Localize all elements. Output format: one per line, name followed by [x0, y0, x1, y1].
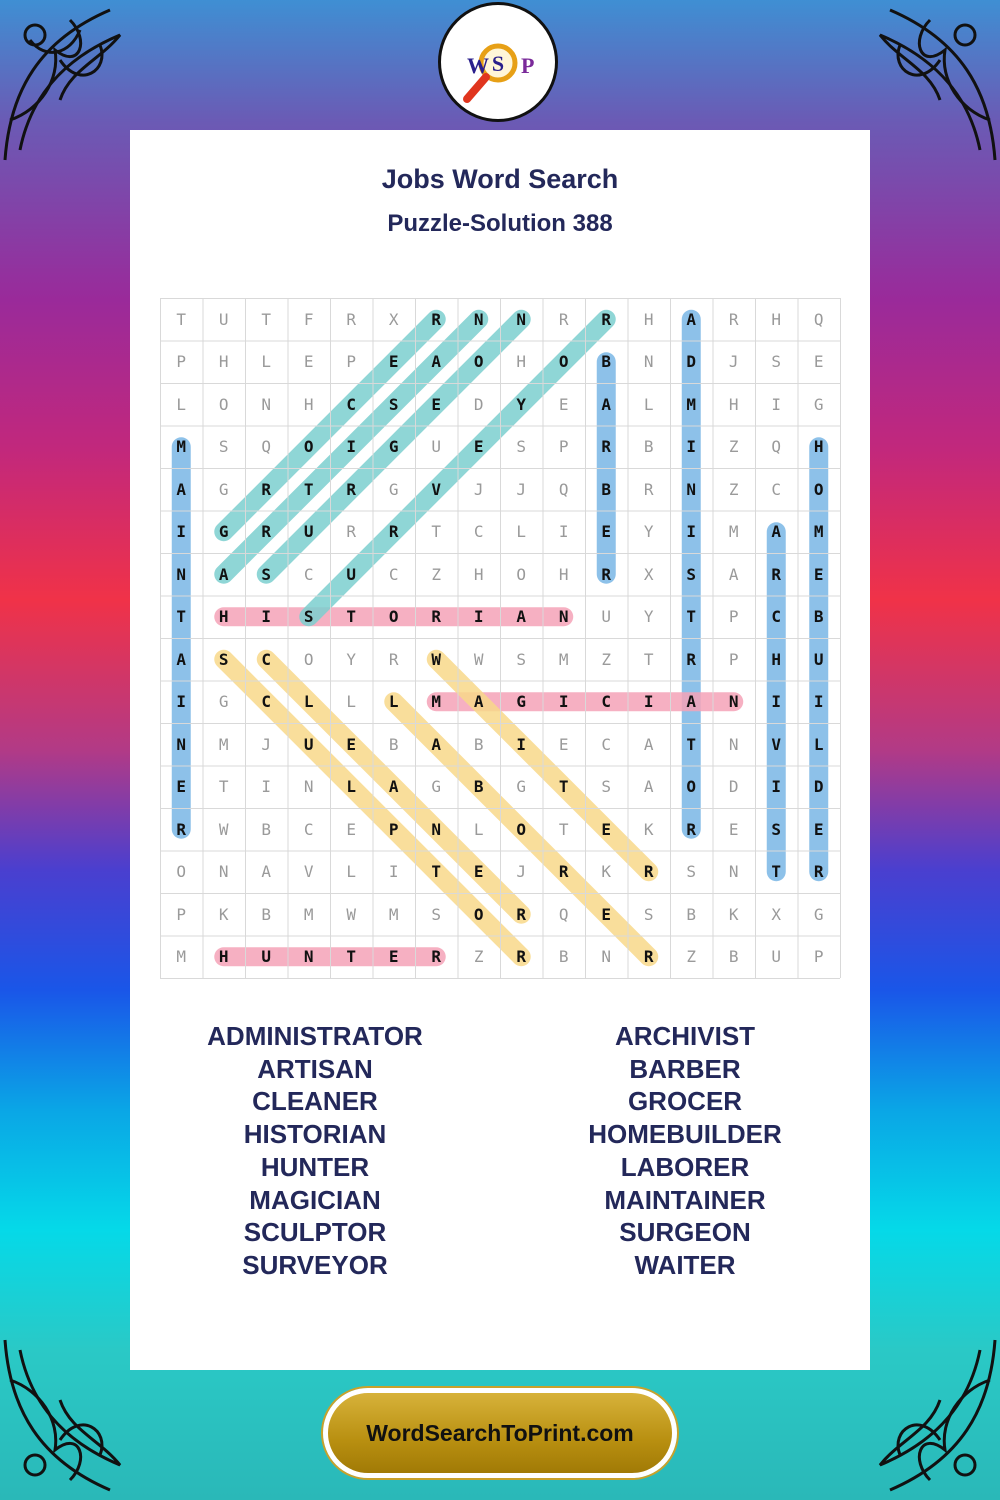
grid-cell[interactable]: H: [813, 437, 824, 457]
grid-cell[interactable]: I: [771, 394, 782, 414]
grid-cell[interactable]: A: [643, 734, 654, 754]
grid-cell[interactable]: R: [771, 564, 782, 584]
word-list-item: SURVEYOR: [242, 1249, 388, 1280]
grid-cell[interactable]: Z: [686, 947, 697, 967]
grid-cell[interactable]: P: [813, 947, 824, 967]
grid-cell[interactable]: R: [601, 437, 612, 457]
grid-cell[interactable]: C: [601, 692, 612, 712]
grid-cell[interactable]: T: [176, 607, 187, 627]
grid-cell[interactable]: O: [516, 819, 527, 839]
grid-cell[interactable]: J: [261, 734, 272, 754]
grid-cell[interactable]: I: [771, 692, 782, 712]
grid-cell[interactable]: E: [303, 352, 314, 372]
grid-cell[interactable]: T: [303, 479, 314, 499]
word-list-item: ARCHIVIST: [614, 1021, 756, 1051]
grid-cell[interactable]: L: [813, 734, 824, 754]
grid-cell[interactable]: R: [686, 649, 697, 669]
grid-cell[interactable]: R: [346, 479, 357, 499]
grid-cell[interactable]: O: [473, 904, 484, 924]
grid-cell[interactable]: M: [388, 904, 399, 924]
grid-cell[interactable]: R: [558, 309, 569, 329]
grid-cell[interactable]: L: [473, 819, 484, 839]
grid-cell[interactable]: R: [601, 309, 612, 329]
grid-cell[interactable]: Y: [643, 522, 654, 542]
grid-cell[interactable]: T: [346, 947, 357, 967]
grid-cell[interactable]: E: [813, 564, 824, 584]
grid-cell[interactable]: E: [346, 734, 357, 754]
grid-cell[interactable]: M: [176, 437, 187, 457]
grid-cell[interactable]: I: [643, 692, 654, 712]
grid-cell[interactable]: P: [176, 352, 187, 372]
grid-cell[interactable]: T: [686, 734, 697, 754]
grid-cell[interactable]: Z: [601, 649, 612, 669]
grid-cell[interactable]: N: [558, 607, 569, 627]
grid-cell[interactable]: T: [771, 862, 782, 882]
grid-cell[interactable]: R: [601, 564, 612, 584]
grid-cell[interactable]: N: [218, 862, 229, 882]
grid-cell[interactable]: H: [558, 564, 569, 584]
grid-cell[interactable]: E: [431, 394, 442, 414]
grid-cell[interactable]: S: [516, 437, 527, 457]
grid-cell[interactable]: I: [686, 522, 697, 542]
word-list-left-column: [130, 1020, 500, 1282]
grid-cell[interactable]: B: [813, 607, 824, 627]
grid-cell[interactable]: L: [176, 394, 187, 414]
grid-cell[interactable]: G: [218, 479, 229, 499]
grid-cell[interactable]: E: [346, 819, 357, 839]
grid-cell[interactable]: S: [686, 564, 697, 584]
grid-cell[interactable]: R: [261, 479, 272, 499]
grid-cell[interactable]: U: [601, 607, 612, 627]
grid-cell[interactable]: R: [643, 947, 654, 967]
word-list-item: LABORER: [620, 1151, 750, 1182]
grid-cell[interactable]: D: [473, 394, 484, 414]
grid-cell[interactable]: I: [813, 692, 824, 712]
grid-cell[interactable]: A: [686, 692, 697, 712]
grid-cell[interactable]: N: [303, 777, 314, 797]
grid-cell[interactable]: A: [601, 394, 612, 414]
grid-cell[interactable]: M: [686, 394, 697, 414]
grid-cell[interactable]: S: [388, 394, 399, 414]
grid-cell[interactable]: T: [431, 862, 442, 882]
grid-cell[interactable]: N: [728, 862, 739, 882]
grid-cell[interactable]: S: [431, 904, 442, 924]
word-search-grid: [160, 298, 841, 979]
grid-cell[interactable]: S: [686, 862, 697, 882]
grid-cell[interactable]: K: [601, 862, 612, 882]
grid-cell[interactable]: B: [601, 479, 612, 499]
grid-cell[interactable]: V: [771, 734, 782, 754]
grid-cell[interactable]: E: [601, 904, 612, 924]
logo-letter-s: S: [491, 51, 505, 76]
grid-cell[interactable]: R: [388, 649, 399, 669]
grid-cell[interactable]: H: [771, 649, 782, 669]
grid-cell[interactable]: O: [558, 352, 569, 372]
grid-cell[interactable]: Z: [431, 564, 442, 584]
grid-cell[interactable]: G: [516, 777, 527, 797]
grid-cell[interactable]: U: [218, 309, 229, 329]
grid-cell[interactable]: M: [728, 522, 739, 542]
grid-cell[interactable]: S: [516, 649, 527, 669]
grid-cell[interactable]: A: [261, 862, 272, 882]
grid-cell[interactable]: L: [388, 692, 399, 712]
grid-cell[interactable]: F: [303, 309, 314, 329]
grid-cell[interactable]: D: [728, 777, 739, 797]
wsp-logo[interactable]: [438, 2, 558, 122]
magnifier-icon: [441, 5, 555, 119]
grid-cell[interactable]: K: [728, 904, 739, 924]
grid-cell[interactable]: E: [558, 394, 569, 414]
grid-cell[interactable]: B: [601, 352, 612, 372]
grid-cell[interactable]: S: [303, 607, 314, 627]
grid-cell[interactable]: H: [643, 309, 654, 329]
word-list-item: ARTISAN: [257, 1053, 373, 1084]
grid-cell[interactable]: S: [601, 777, 612, 797]
word-list-item: CLEANER: [252, 1086, 378, 1117]
logo-letter-p: P: [521, 53, 535, 78]
grid-cell[interactable]: T: [346, 607, 357, 627]
grid-cell[interactable]: G: [218, 522, 229, 542]
grid-cell[interactable]: H: [218, 352, 229, 372]
grid-cell[interactable]: H: [218, 607, 229, 627]
grid-cell[interactable]: A: [176, 479, 187, 499]
word-list-item: WAITER: [634, 1249, 736, 1280]
grid-cell[interactable]: E: [388, 352, 399, 372]
grid-cell[interactable]: A: [771, 522, 782, 542]
grid-cell[interactable]: L: [303, 692, 314, 712]
grid-cell[interactable]: B: [643, 437, 654, 457]
grid-cell[interactable]: N: [261, 394, 272, 414]
grid-cell[interactable]: P: [346, 352, 357, 372]
grid-cell[interactable]: R: [643, 479, 654, 499]
word-list-item: ADMINISTRATOR: [207, 1021, 423, 1051]
grid-cell[interactable]: W: [346, 904, 357, 924]
grid-cell[interactable]: A: [431, 352, 442, 372]
grid-cell[interactable]: T: [218, 777, 229, 797]
grid-cell[interactable]: O: [176, 862, 187, 882]
grid-cell[interactable]: U: [813, 649, 824, 669]
grid-cell[interactable]: T: [643, 649, 654, 669]
grid-cell[interactable]: E: [176, 777, 187, 797]
grid-cell[interactable]: W: [218, 819, 229, 839]
grid-cell[interactable]: B: [261, 819, 272, 839]
grid-cell[interactable]: W: [473, 649, 484, 669]
grid-cell[interactable]: Q: [558, 904, 569, 924]
word-list-item: BARBER: [629, 1053, 741, 1084]
grid-cell[interactable]: A: [473, 692, 484, 712]
word-list-item: HUNTER: [260, 1151, 370, 1182]
grid-cell[interactable]: G: [388, 479, 399, 499]
page-subtitle: Puzzle-Solution 388: [387, 210, 613, 237]
grid-cell[interactable]: I: [558, 522, 569, 542]
grid-cell[interactable]: P: [728, 649, 739, 669]
grid-cell[interactable]: R: [516, 947, 527, 967]
grid-cell[interactable]: U: [303, 734, 314, 754]
grid-cell[interactable]: I: [558, 692, 569, 712]
grid-cell[interactable]: E: [558, 734, 569, 754]
grid-cell[interactable]: L: [346, 777, 357, 797]
grid-cell[interactable]: A: [388, 777, 399, 797]
grid-cell[interactable]: R: [643, 862, 654, 882]
grid-cell[interactable]: C: [601, 734, 612, 754]
grid-cell[interactable]: R: [558, 862, 569, 882]
grid-cell[interactable]: S: [218, 649, 229, 669]
grid-cell[interactable]: Q: [558, 479, 569, 499]
grid-cell[interactable]: M: [813, 522, 824, 542]
grid-cell[interactable]: J: [473, 479, 484, 499]
grid-cell[interactable]: B: [261, 904, 272, 924]
word-list-item: MAINTAINER: [604, 1184, 766, 1215]
grid-cell[interactable]: R: [431, 947, 442, 967]
word-list-item: GROCER: [627, 1086, 743, 1117]
grid-cell[interactable]: H: [771, 309, 782, 329]
grid-cell[interactable]: A: [176, 649, 187, 669]
grid-cell[interactable]: C: [473, 522, 484, 542]
grid-cell[interactable]: S: [771, 352, 782, 372]
grid-cell[interactable]: W: [431, 649, 442, 669]
grid-cell[interactable]: I: [176, 692, 187, 712]
grid-cell[interactable]: Y: [346, 649, 357, 669]
grid-cell[interactable]: E: [601, 522, 612, 542]
grid-cell[interactable]: N: [176, 734, 187, 754]
grid-cell[interactable]: T: [431, 522, 442, 542]
grid-cell[interactable]: S: [261, 564, 272, 584]
grid-cell[interactable]: B: [558, 947, 569, 967]
grid-cell[interactable]: U: [261, 947, 272, 967]
grid-cell[interactable]: R: [686, 819, 697, 839]
grid-cell[interactable]: Q: [261, 437, 272, 457]
grid-cell[interactable]: Z: [728, 479, 739, 499]
grid-cell[interactable]: J: [516, 479, 527, 499]
grid-cell[interactable]: R: [346, 309, 357, 329]
grid-cell[interactable]: I: [516, 734, 527, 754]
word-list-item: HOMEBUILDER: [588, 1119, 782, 1150]
grid-cell[interactable]: I: [261, 777, 272, 797]
grid-cell[interactable]: B: [473, 777, 484, 797]
grid-cell[interactable]: C: [346, 394, 357, 414]
grid-cell[interactable]: X: [771, 904, 782, 924]
grid-cell[interactable]: U: [771, 947, 782, 967]
grid-cell[interactable]: C: [261, 692, 272, 712]
grid-cell[interactable]: Q: [771, 437, 782, 457]
grid-cell[interactable]: N: [686, 479, 697, 499]
grid-cell[interactable]: U: [303, 522, 314, 542]
grid-cell[interactable]: T: [558, 819, 569, 839]
grid-cell[interactable]: I: [176, 522, 187, 542]
grid-cell[interactable]: A: [218, 564, 229, 584]
grid-cell[interactable]: L: [516, 522, 527, 542]
grid-cell[interactable]: A: [516, 607, 527, 627]
grid-cell[interactable]: V: [303, 862, 314, 882]
grid-cell[interactable]: A: [686, 309, 697, 329]
grid-cell[interactable]: Y: [643, 607, 654, 627]
grid-cell[interactable]: T: [261, 309, 272, 329]
grid-cell[interactable]: O: [516, 564, 527, 584]
grid-cell[interactable]: Q: [813, 309, 824, 329]
page-title: Jobs Word Search: [381, 164, 619, 194]
grid-cell[interactable]: R: [813, 862, 824, 882]
grid-cell[interactable]: R: [728, 309, 739, 329]
grid-cell[interactable]: R: [261, 522, 272, 542]
grid-cell[interactable]: O: [813, 479, 824, 499]
grid-cell[interactable]: O: [388, 607, 399, 627]
grid-cell[interactable]: L: [346, 862, 357, 882]
grid-cell[interactable]: G: [218, 692, 229, 712]
grid-cell[interactable]: D: [686, 352, 697, 372]
grid-cell[interactable]: I: [686, 437, 697, 457]
grid-cell[interactable]: A: [728, 564, 739, 584]
grid-cell[interactable]: N: [643, 352, 654, 372]
grid-cell[interactable]: S: [218, 437, 229, 457]
grid-cell[interactable]: R: [346, 522, 357, 542]
grid-cell[interactable]: R: [516, 904, 527, 924]
grid-cell[interactable]: U: [346, 564, 357, 584]
grid-cell[interactable]: K: [218, 904, 229, 924]
word-list-item: SURGEON: [619, 1217, 751, 1248]
grid-cell[interactable]: H: [728, 394, 739, 414]
website-link-button[interactable]: [323, 1388, 677, 1478]
grid-cell[interactable]: G: [813, 904, 824, 924]
grid-cell[interactable]: Z: [728, 437, 739, 457]
grid-cell[interactable]: H: [303, 394, 314, 414]
grid-cell[interactable]: S: [643, 904, 654, 924]
word-list-right-column: [500, 1020, 870, 1282]
grid-cell[interactable]: G: [431, 777, 442, 797]
grid-cell[interactable]: M: [176, 947, 187, 967]
grid-cell[interactable]: T: [176, 309, 187, 329]
grid-cell[interactable]: N: [303, 947, 314, 967]
grid-cell[interactable]: N: [601, 947, 612, 967]
grid-cell[interactable]: N: [431, 819, 442, 839]
grid-cell[interactable]: P: [176, 904, 187, 924]
grid-cell[interactable]: C: [261, 649, 272, 669]
grid-cell[interactable]: M: [431, 692, 442, 712]
grid-cell[interactable]: E: [728, 819, 739, 839]
grid-cell[interactable]: I: [771, 777, 782, 797]
grid-cell[interactable]: N: [728, 734, 739, 754]
website-link-label: WordSearchToPrint.com: [366, 1419, 634, 1446]
grid-cell[interactable]: O: [686, 777, 697, 797]
grid-cell[interactable]: R: [388, 522, 399, 542]
grid-cell[interactable]: E: [813, 819, 824, 839]
grid-cell[interactable]: C: [771, 479, 782, 499]
grid-cell[interactable]: B: [728, 947, 739, 967]
grid-cell[interactable]: K: [643, 819, 654, 839]
grid-cell[interactable]: R: [431, 309, 442, 329]
logo-letter-w: W: [467, 53, 489, 78]
grid-cell[interactable]: C: [771, 607, 782, 627]
grid-cell[interactable]: B: [388, 734, 399, 754]
grid-cell[interactable]: E: [813, 352, 824, 372]
grid-cell[interactable]: H: [516, 352, 527, 372]
grid-cell[interactable]: H: [218, 947, 229, 967]
grid-cell[interactable]: O: [303, 649, 314, 669]
grid-cell[interactable]: P: [558, 437, 569, 457]
grid-cell[interactable]: S: [771, 819, 782, 839]
grid-cell[interactable]: A: [643, 777, 654, 797]
grid-cell[interactable]: Y: [516, 394, 527, 414]
grid-cell[interactable]: C: [388, 564, 399, 584]
grid-cell[interactable]: J: [516, 862, 527, 882]
grid-cell[interactable]: Z: [473, 947, 484, 967]
grid-cell[interactable]: X: [388, 309, 399, 329]
grid-cell[interactable]: M: [218, 734, 229, 754]
grid-cell[interactable]: V: [431, 479, 442, 499]
grid-cell[interactable]: L: [643, 394, 654, 414]
grid-cell[interactable]: M: [303, 904, 314, 924]
grid-cell[interactable]: G: [516, 692, 527, 712]
grid-cell[interactable]: B: [686, 904, 697, 924]
grid-cell[interactable]: I: [473, 607, 484, 627]
grid-cell[interactable]: M: [558, 649, 569, 669]
grid-cell[interactable]: N: [516, 309, 527, 329]
grid-cell[interactable]: N: [473, 309, 484, 329]
grid-cell[interactable]: B: [473, 734, 484, 754]
grid-cell[interactable]: J: [728, 352, 739, 372]
grid-cell[interactable]: O: [303, 437, 314, 457]
grid-cell[interactable]: A: [431, 734, 442, 754]
grid-cell[interactable]: U: [431, 437, 442, 457]
grid-cell[interactable]: H: [473, 564, 484, 584]
grid-cell[interactable]: T: [686, 607, 697, 627]
grid-cell[interactable]: E: [388, 947, 399, 967]
grid-cell[interactable]: P: [388, 819, 399, 839]
grid-cell[interactable]: N: [728, 692, 739, 712]
word-list-item: SCULPTOR: [243, 1217, 387, 1248]
grid-cell[interactable]: I: [261, 607, 272, 627]
grid-cell[interactable]: I: [346, 437, 357, 457]
word-list-item: MAGICIAN: [249, 1184, 381, 1215]
grid-cell[interactable]: T: [558, 777, 569, 797]
grid-cell[interactable]: P: [728, 607, 739, 627]
grid-cell[interactable]: G: [813, 394, 824, 414]
grid-cell[interactable]: E: [473, 862, 484, 882]
grid-cell[interactable]: R: [431, 607, 442, 627]
grid-cell[interactable]: L: [346, 692, 357, 712]
grid-cell[interactable]: C: [303, 819, 314, 839]
grid-cell[interactable]: C: [303, 564, 314, 584]
grid-cell[interactable]: I: [388, 862, 399, 882]
grid-cell[interactable]: D: [813, 777, 824, 797]
grid-cell[interactable]: O: [218, 394, 229, 414]
word-list: [130, 1020, 870, 1282]
grid-cell[interactable]: N: [176, 564, 187, 584]
grid-cell[interactable]: E: [473, 437, 484, 457]
grid-cell[interactable]: O: [473, 352, 484, 372]
word-list-item: HISTORIAN: [243, 1119, 387, 1150]
grid-cell[interactable]: L: [261, 352, 272, 372]
grid-cell[interactable]: E: [601, 819, 612, 839]
grid-cell[interactable]: R: [176, 819, 187, 839]
grid-cell[interactable]: G: [388, 437, 399, 457]
grid-cell[interactable]: X: [643, 564, 654, 584]
